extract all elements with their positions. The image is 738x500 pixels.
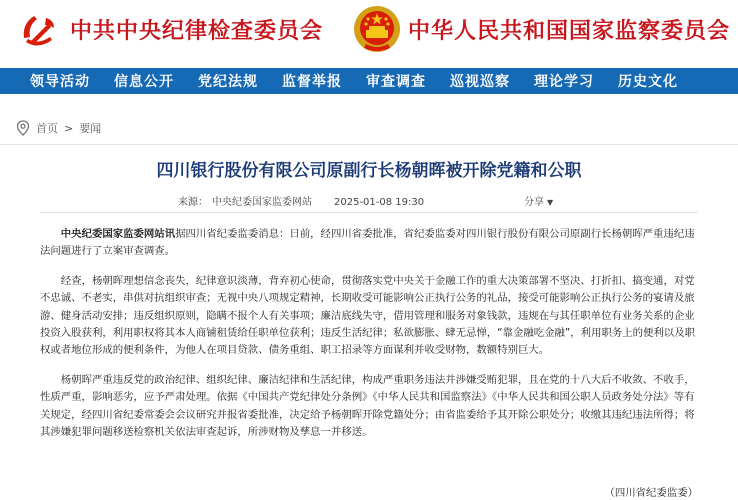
nav-item-regulations[interactable]: 党纪法规: [198, 74, 258, 90]
source-name: 中央纪委国家监委网站: [212, 197, 312, 208]
party-emblem-icon: [16, 8, 60, 52]
meta-divider: [40, 212, 698, 213]
share-label: 分享: [524, 197, 544, 208]
nav-item-info-disclosure[interactable]: 信息公开: [114, 74, 174, 90]
cpc-ccdi-title[interactable]: 中共中央纪律检查委员会: [70, 18, 324, 44]
lead-text: 据四川省纪委监委消息：日前，经四川省委批准，省纪委监委对四川银行股份有限公司原副行长杨朝晖严重违纪违法问题进行了立案审查调查。: [40, 228, 695, 258]
main-nav: [0, 68, 738, 94]
article-meta: [178, 193, 428, 208]
nav-item-history[interactable]: 历史文化: [618, 74, 678, 90]
breadcrumb-current[interactable]: 要闻: [79, 122, 102, 135]
site-header: [0, 0, 738, 68]
footer-source: （四川省纪委监委）: [604, 487, 698, 499]
article-title: 四川银行股份有限公司原副行长杨朝晖被开除党籍和公职: [156, 161, 582, 181]
nav-item-investigation[interactable]: 审查调查: [366, 74, 426, 90]
article-body: [40, 226, 700, 453]
publish-datetime: 2025-01-08 19:30: [334, 197, 425, 208]
nav-item-theory[interactable]: 理论学习: [534, 74, 594, 90]
breadcrumb: [16, 120, 101, 136]
nav-item-inspection[interactable]: 巡视巡察: [450, 74, 510, 90]
lead-paragraph: [40, 226, 700, 261]
lead-strong: 中央纪委国家监委网站讯: [60, 228, 176, 240]
breadcrumb-separator: >: [64, 121, 74, 135]
nsc-title[interactable]: 中华人民共和国国家监察委员会: [408, 18, 731, 44]
breadcrumb-home[interactable]: 首页: [36, 122, 58, 135]
chevron-down-icon: ▼: [547, 198, 554, 207]
share-button[interactable]: [524, 193, 553, 208]
nav-item-report[interactable]: 监督举报: [282, 74, 342, 90]
location-pin-icon: [16, 120, 30, 136]
nav-item-leadership[interactable]: 领导活动: [30, 74, 90, 90]
national-emblem-icon: [352, 4, 402, 56]
body-paragraph-1: 经查，杨朝晖理想信念丧失，纪律意识淡薄，背弃初心使命，贯彻落实党中央关于金融工作的重大决策部署不坚决、打折扣、搞变通，对党不忠诚、不老实，串供对抗组织审查；无视中央八项规定精神，长期收受可能影响公正执行公务的礼品，接受可能影响公正执行公务的宴请及旅游、健身活动安排；违反组织原则，隐瞒不报个人有关事项；廉洁底线失守，借用管理和服务对象钱款，违规在与其任职单位有业务关系的企业投资入股获利，利用职权将其本人商铺租赁给任职单位获利；违反生活纪律；私欲膨胀、肆无忌惮，“靠金融吃金融”，利用职务上的便利以及职权或者地位形成的便利条件，为他人在项目贷款、债务重组、职工招录等方面谋利并收受财物，数额特别巨大。: [40, 274, 695, 357]
body-paragraph-2: 杨朝晖严重违反党的政治纪律、组织纪律、廉洁纪律和生活纪律，构成严重职务违法并涉嫌受贿犯罪，且在党的十八大后不收敛、不收手，性质严重，影响恶劣，应予严肃处理。依据《中国共产党纪律处分条例》《中华人民共和国监察法》《中华人民共和国公职人员政务处分法》等有关规定，经四川省纪委常委会会议研究并报省委批准，决定给予杨朝晖开除党籍处分；由省监委给予其开除公职处分；收缴其违纪违法所得；将其涉嫌犯罪问题移送检察机关依法审查起诉，所涉财物及孳息一并移送。: [40, 373, 695, 439]
divider: [0, 144, 738, 145]
source-label: 来源：: [178, 197, 208, 208]
